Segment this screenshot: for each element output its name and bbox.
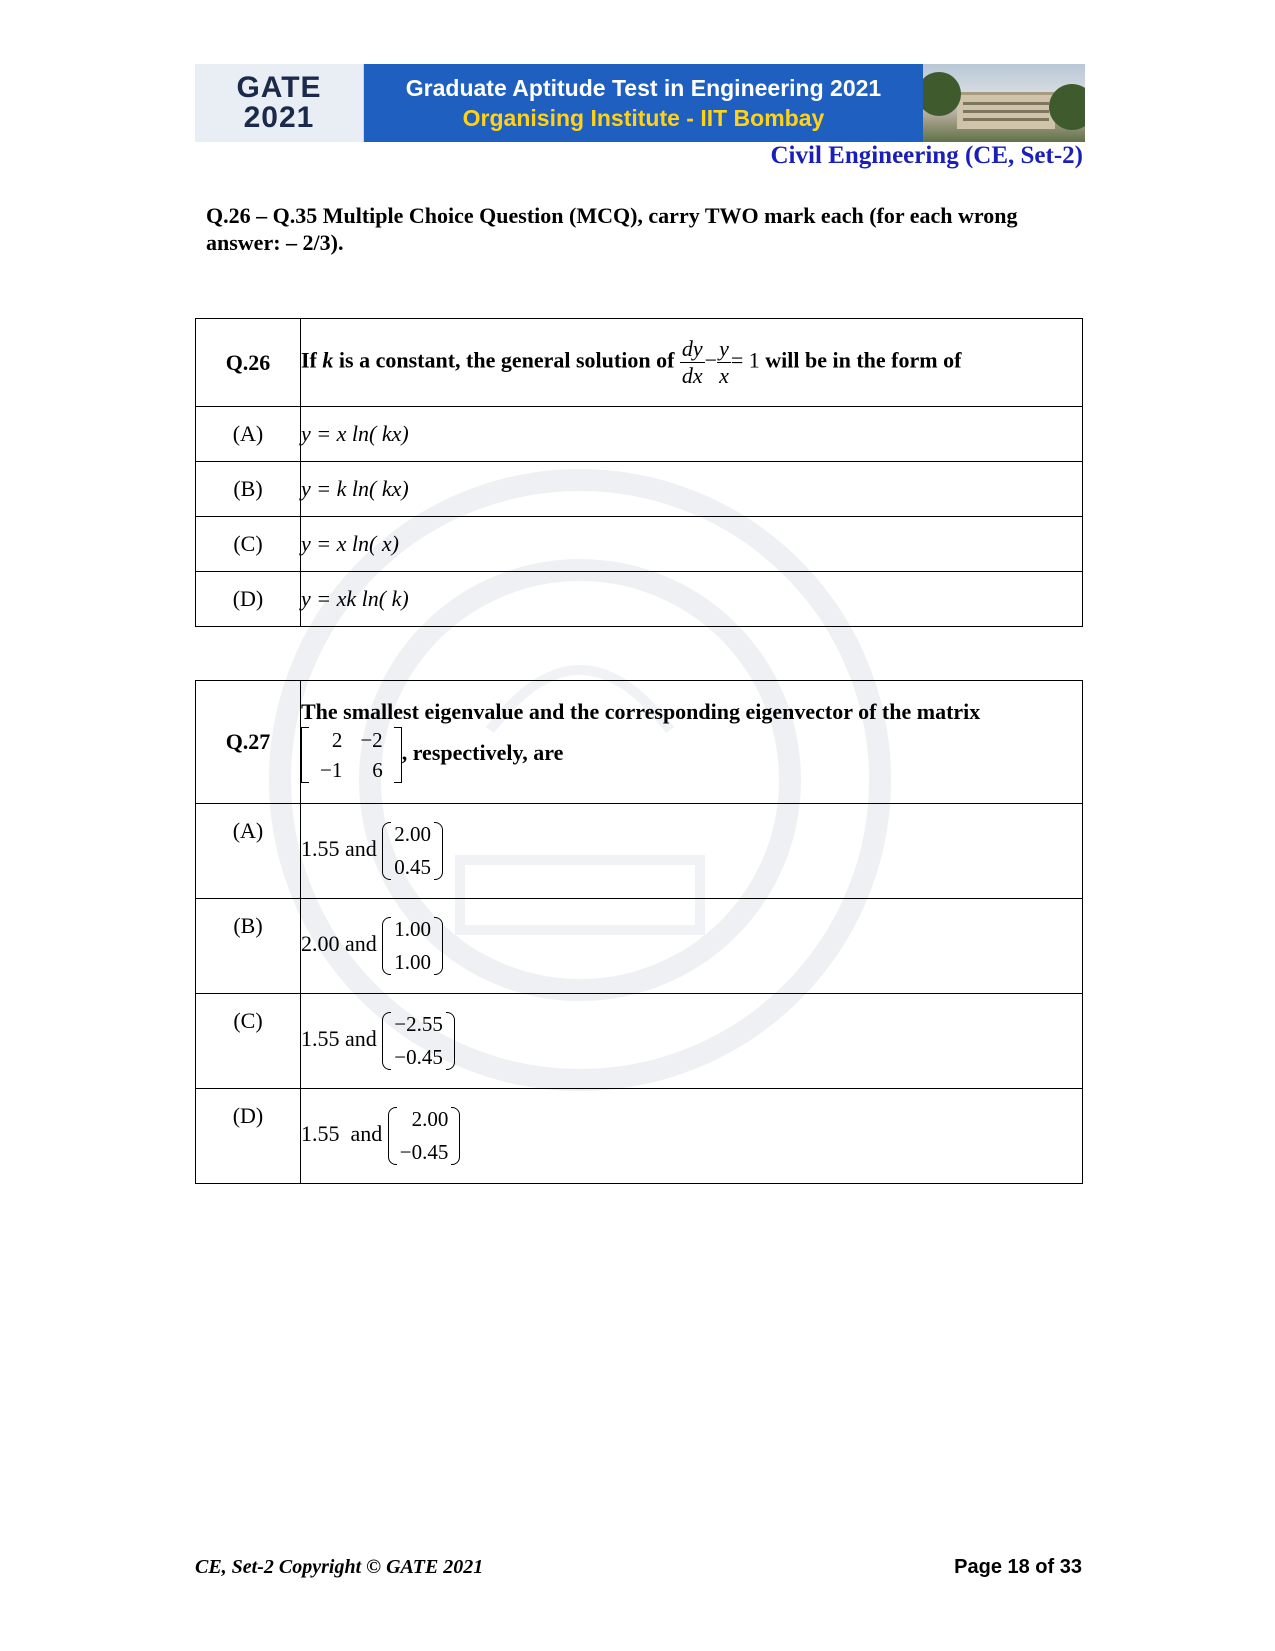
and-word: and	[350, 1121, 383, 1147]
fraction-denominator: dx	[681, 363, 703, 388]
matrix-cell: 6	[372, 758, 383, 782]
fraction-denominator: x	[719, 363, 729, 388]
option-label: (D)	[196, 1089, 301, 1184]
fraction-y-x	[717, 336, 731, 389]
matrix-cell: −1	[320, 758, 343, 782]
fraction-dy-dx	[680, 336, 705, 389]
option-row	[196, 804, 1083, 899]
vector-entry: 0.45	[394, 855, 432, 879]
page-of: of	[1029, 1556, 1060, 1578]
vector-entry: 2.00	[394, 822, 432, 846]
gate-logo	[195, 64, 364, 142]
option-row	[196, 462, 1083, 517]
logo-year: 2021	[243, 101, 315, 134]
minus-sign: −	[704, 347, 718, 373]
question-stem	[301, 319, 1083, 407]
question-number: Q.26	[196, 319, 301, 407]
option-text: y = x ln( x)	[301, 517, 1083, 572]
eigenvector	[388, 1103, 461, 1169]
banner-title	[364, 64, 923, 142]
and-word: and	[345, 1026, 377, 1052]
vector-entry: −2.55	[394, 1012, 443, 1036]
page-current: 18	[1007, 1556, 1030, 1578]
vector-entry: 1.00	[394, 950, 432, 974]
stem-text: If	[301, 347, 323, 373]
tree-image	[923, 72, 961, 116]
section-heading: Q.26 – Q.35 Multiple Choice Question (MCQ), carry TWO mark each (for each wrong answer: – 2/3).	[206, 203, 1018, 255]
eigenvalue: 1.55	[301, 836, 340, 862]
window-row	[963, 102, 1049, 105]
option-body	[301, 994, 1083, 1089]
question-number: Q.27	[196, 681, 301, 804]
eigenvalue: 1.55	[301, 1026, 340, 1052]
window-row	[963, 118, 1049, 121]
option-row	[196, 1089, 1083, 1184]
vector-entry: 1.00	[394, 917, 432, 941]
option-label: (A)	[196, 407, 301, 462]
stem-text: The smallest eigenvalue and the corresponding eigenvector of the matrix	[301, 699, 981, 724]
vector-entry: −0.45	[399, 1140, 449, 1164]
page-number	[954, 1556, 1082, 1579]
stem-text: , respectively, are	[401, 740, 564, 766]
option-text: y = k ln( kx)	[301, 462, 1083, 517]
eigenvalue: 1.55	[301, 1121, 340, 1147]
vector-entry: −0.45	[394, 1045, 443, 1069]
vector-entry: 2.00	[411, 1107, 449, 1131]
matrix-cell: 2	[331, 728, 343, 752]
matrix	[301, 725, 402, 785]
eigenvector	[382, 818, 443, 884]
option-body	[301, 1089, 1083, 1184]
question-stem	[301, 681, 1083, 804]
question-27	[195, 680, 1083, 1184]
option-label: (D)	[196, 572, 301, 627]
header-banner	[195, 64, 1085, 142]
fraction-numerator: dy	[681, 336, 703, 361]
matrix-cell: −2	[360, 728, 383, 752]
page-prefix: Page	[954, 1556, 1008, 1578]
option-row	[196, 517, 1083, 572]
option-row	[196, 407, 1083, 462]
option-body	[301, 804, 1083, 899]
stem-variable: k	[322, 347, 334, 373]
equation-rhs: = 1	[730, 347, 760, 373]
question-26	[195, 318, 1083, 627]
page-total: 33	[1059, 1556, 1082, 1578]
option-label: (B)	[196, 462, 301, 517]
option-body	[301, 899, 1083, 994]
option-label: (A)	[196, 804, 301, 899]
option-row	[196, 899, 1083, 994]
logo-word: GATE	[236, 71, 322, 104]
exam-title: Graduate Aptitude Test in Engineering 2021	[405, 75, 882, 101]
campus-photo	[923, 64, 1085, 142]
paper-name: Civil Engineering (CE, Set-2)	[770, 142, 1083, 169]
fraction-numerator: y	[719, 336, 729, 361]
and-word: and	[345, 836, 377, 862]
eigenvalue: 2.00	[301, 931, 340, 957]
eigenvector	[382, 1008, 455, 1074]
footer-copyright: CE, Set-2 Copyright © GATE 2021	[195, 1556, 484, 1578]
organiser-title: Organising Institute - IIT Bombay	[462, 105, 825, 131]
option-text: y = xk ln( k)	[301, 572, 1083, 627]
option-text: y = x ln( kx)	[301, 407, 1083, 462]
window-row	[963, 110, 1049, 113]
option-label: (C)	[196, 994, 301, 1089]
and-word: and	[345, 931, 377, 957]
option-row	[196, 572, 1083, 627]
option-label: (B)	[196, 899, 301, 994]
stem-text: is a constant, the general solution of	[333, 347, 675, 373]
eigenvector	[382, 913, 443, 979]
stem-text: will be in the form of	[759, 347, 962, 373]
option-label: (C)	[196, 517, 301, 572]
option-row	[196, 994, 1083, 1089]
